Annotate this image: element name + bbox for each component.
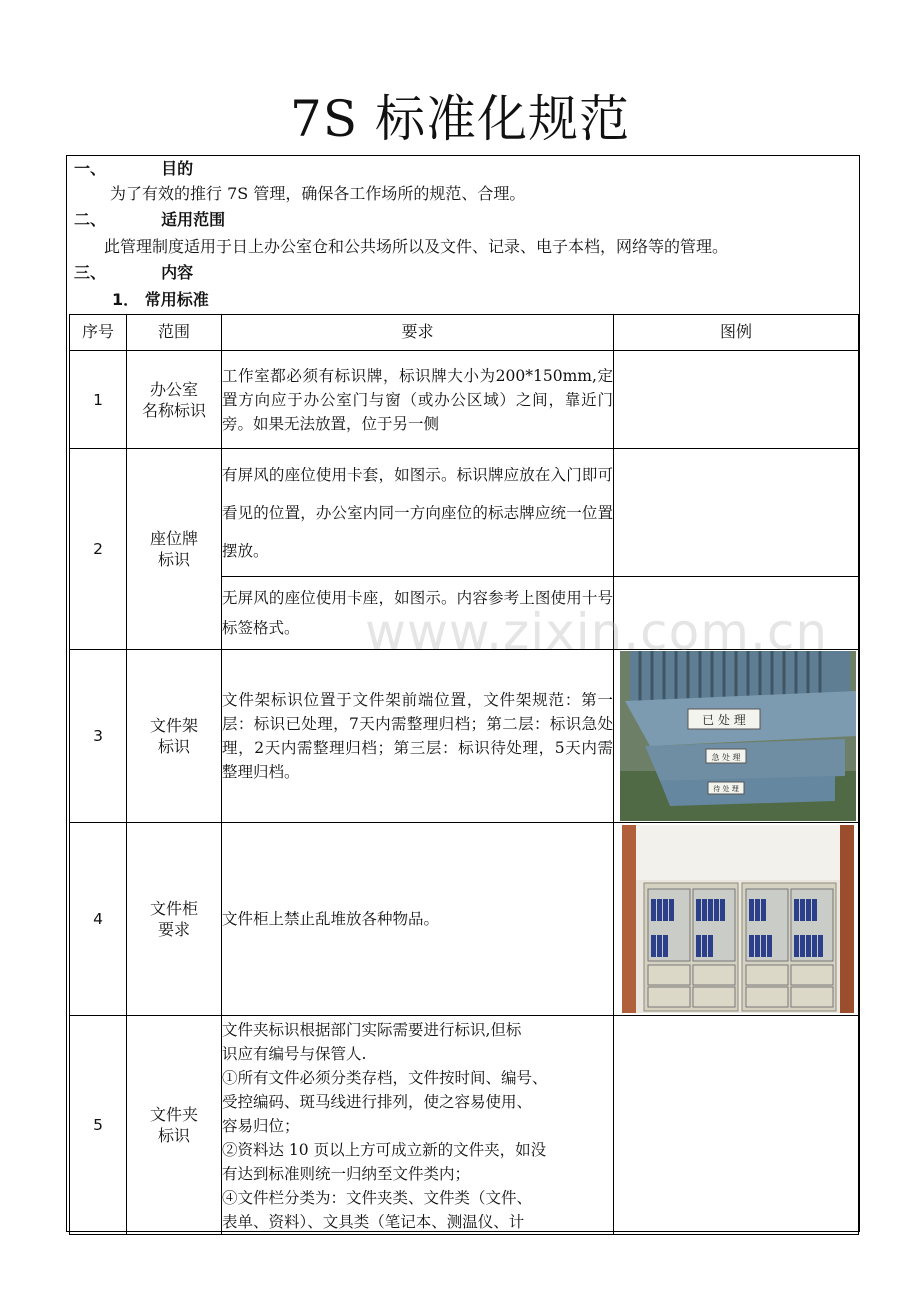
section-1-heading bbox=[74, 158, 193, 180]
section-2-title: 适用范围 bbox=[161, 210, 226, 229]
row-illustration-empty bbox=[614, 1016, 859, 1235]
row-scope bbox=[127, 449, 222, 650]
row-scope bbox=[127, 351, 222, 449]
row-scope bbox=[127, 650, 222, 823]
section-3-number: 三、 bbox=[74, 263, 107, 282]
rack-label-3: 待 处 理 bbox=[713, 785, 739, 793]
requirement-line: ④文件栏分类为：文件夹类、文件类（文件、 bbox=[222, 1189, 533, 1207]
requirement-line: 识应有编号与保管人. bbox=[222, 1045, 367, 1063]
row-requirement: 文件柜上禁止乱堆放各种物品。 bbox=[222, 823, 614, 1016]
row-scope bbox=[127, 1016, 222, 1235]
row-scope-line: 座位牌 bbox=[149, 529, 198, 548]
rack-label-1: 已 处 理 bbox=[702, 713, 746, 727]
file-cabinet-photo bbox=[614, 823, 859, 1016]
table-row bbox=[70, 351, 859, 449]
file-cabinet-image bbox=[622, 825, 854, 1013]
section-2-number: 二、 bbox=[74, 210, 107, 229]
requirement-line: 表单、资料）、文具类（笔记本、测温仪、计 bbox=[222, 1213, 525, 1231]
table-row bbox=[70, 823, 859, 1016]
table-row bbox=[70, 1016, 859, 1235]
row-requirement: 工作室都必须有标识牌，标识牌大小为200*150mm,定置方向应于办公室门与窗（或办公区域）之间，靠近门旁。如果无法放置，位于另一侧 bbox=[222, 351, 614, 449]
header-scope: 范围 bbox=[127, 315, 222, 351]
header-illustration: 图例 bbox=[614, 315, 859, 351]
row-requirement: 无屏风的座位使用卡座，如图示。内容参考上图使用十号标签格式。 bbox=[222, 577, 614, 650]
row-illustration-empty bbox=[614, 577, 859, 650]
requirement-line: 文件夹标识根据部门实际需要进行标识,但标 bbox=[222, 1021, 522, 1039]
row-scope-line: 文件架 bbox=[149, 716, 198, 735]
watermark: www.zixin.com.cn bbox=[365, 603, 829, 661]
row-scope-line: 办公室 bbox=[149, 379, 198, 399]
row-no: 4 bbox=[70, 823, 127, 1016]
requirement-line: ②资料达 10 页以上方可成立新的文件夹，如没 bbox=[222, 1141, 547, 1159]
row-scope-line: 要求 bbox=[157, 920, 190, 939]
row-scope-line: 名称标识 bbox=[141, 400, 206, 420]
section-3-title: 内容 bbox=[161, 263, 194, 282]
header-requirement: 要求 bbox=[222, 315, 614, 351]
section-3-heading bbox=[74, 262, 193, 284]
row-scope-line: 标识 bbox=[157, 550, 190, 569]
row-scope-line: 标识 bbox=[157, 1126, 190, 1145]
section-1-number: 一、 bbox=[74, 159, 107, 178]
row-requirement: 有屏风的座位使用卡套，如图示。标识牌应放在入门即可看见的位置，办公室内同一方向座位的标志牌应统一位置摆放。 bbox=[222, 449, 614, 577]
rack-label-2: 急 处 理 bbox=[711, 753, 741, 762]
row-scope-line: 文件柜 bbox=[149, 899, 198, 918]
requirement-line: 受控编码、斑马线进行排列，使之容易使用、 bbox=[222, 1093, 533, 1111]
requirement-line: ①所有文件必须分类存档，文件按时间、编号、 bbox=[222, 1069, 548, 1087]
table-row bbox=[70, 650, 859, 823]
section-2-heading bbox=[74, 209, 225, 231]
row-scope bbox=[127, 823, 222, 1016]
section-1-text: 为了有效的推行 7S 管理，确保各工作场所的规范、合理。 bbox=[110, 184, 526, 203]
row-scope-line: 文件夹 bbox=[149, 1105, 198, 1124]
standards-table bbox=[69, 314, 859, 1235]
row-no: 2 bbox=[70, 449, 127, 650]
table-row bbox=[70, 449, 859, 577]
row-scope-line: 标识 bbox=[157, 737, 190, 756]
row-requirement bbox=[222, 1016, 614, 1235]
section-1-title: 目的 bbox=[161, 159, 194, 178]
document-title: 7S 标准化规范 bbox=[290, 90, 630, 148]
section-2-text: 此管理制度适用于日上办公室仓和公共场所以及文件、记录、电子本档，网络等的管理。 bbox=[104, 237, 729, 256]
row-illustration-empty bbox=[614, 449, 859, 577]
header-no: 序号 bbox=[70, 315, 127, 351]
row-illustration-empty bbox=[614, 351, 859, 449]
file-rack-photo bbox=[614, 650, 859, 823]
table-header-row bbox=[70, 315, 859, 351]
row-requirement: 文件架标识位置于文件架前端位置，文件架规范：第一层：标识已处理，7天内需整理归档；第二层：标识急处理，2天内需整理归档；第三层：标识待处理，5天内需整理归档。 bbox=[222, 650, 614, 823]
requirement-line: 容易归位； bbox=[222, 1117, 300, 1135]
row-no: 1 bbox=[70, 351, 127, 449]
file-rack-image bbox=[620, 651, 856, 821]
subsection-1-heading: 1． 常用标准 bbox=[112, 290, 209, 309]
row-no: 3 bbox=[70, 650, 127, 823]
row-no: 5 bbox=[70, 1016, 127, 1235]
requirement-line: 有达到标准则统一归纳至文件类内； bbox=[222, 1165, 471, 1183]
